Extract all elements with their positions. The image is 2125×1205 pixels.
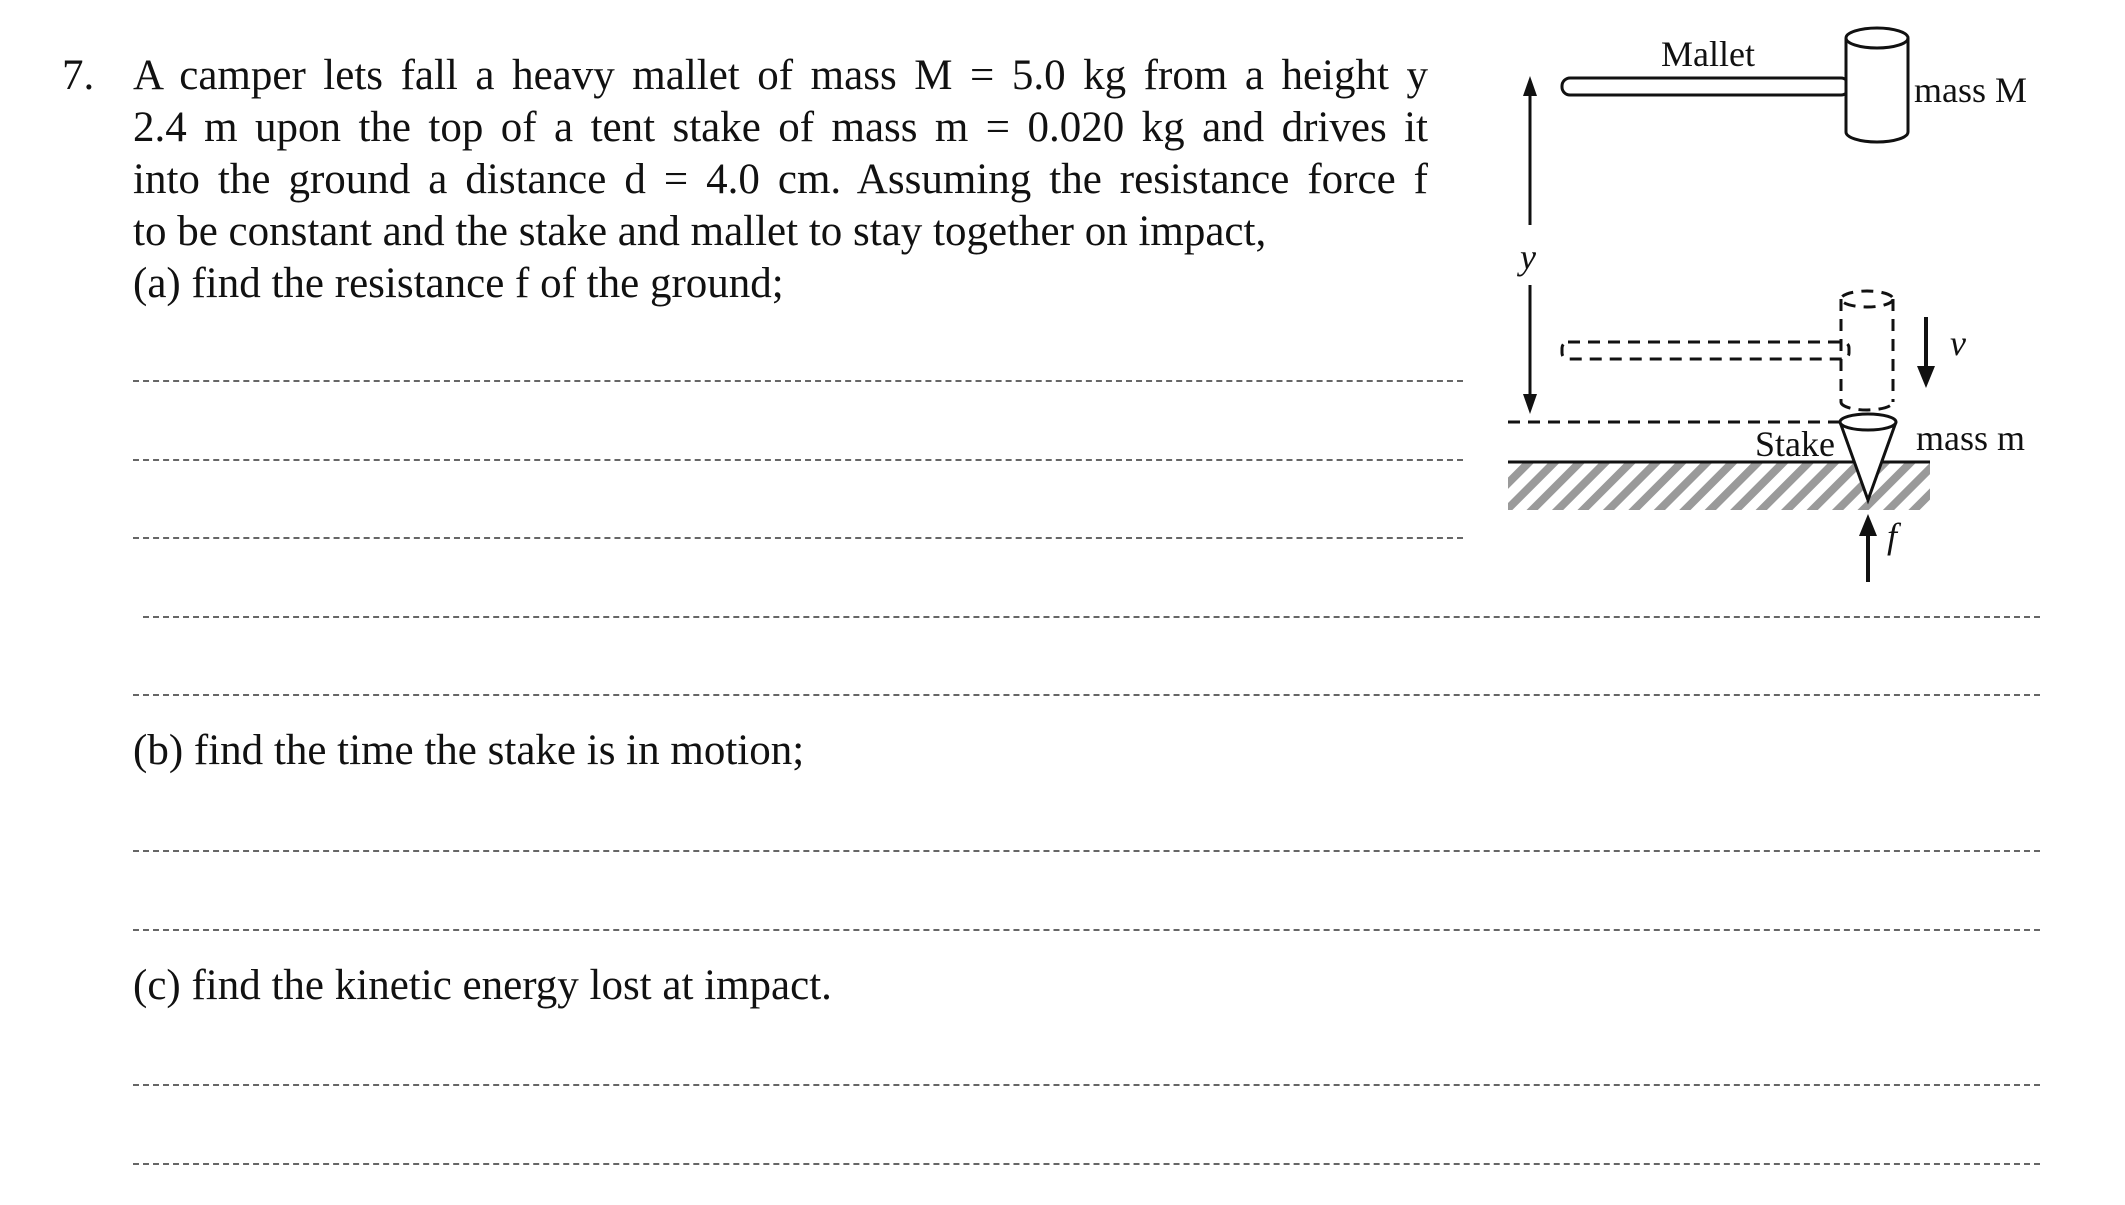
mallet-label: Mallet xyxy=(1661,34,1755,74)
part-c-prompt: (c) find the kinetic energy lost at impact. xyxy=(133,962,832,1009)
question-number: 7. xyxy=(62,52,95,99)
v-label: v xyxy=(1950,323,1966,363)
mallet-dashed xyxy=(1562,291,1893,410)
question-line-3: into the ground a distance d = 4.0 cm. Assuming the resistance force f xyxy=(133,156,1428,203)
mass-m-label: mass m xyxy=(1916,418,2026,458)
question-line-4: to be constant and the stake and mallet to stay together on impact, xyxy=(133,208,1267,255)
part-b-prompt: (b) find the time the stake is in motion; xyxy=(133,727,805,774)
velocity-arrow xyxy=(1917,317,1935,388)
f-label: f xyxy=(1887,516,1898,556)
mass-M-label: mass M xyxy=(1914,70,2028,110)
y-label: y xyxy=(1520,237,1536,277)
question-line-1: A camper lets fall a heavy mallet of mass M = 5.0 kg from a height y xyxy=(133,52,1428,99)
part-a-prompt: (a) find the resistance f of the ground; xyxy=(133,260,784,307)
question-line-2: 2.4 m upon the top of a tent stake of mass m = 0.020 kg and drives it xyxy=(133,104,1428,151)
resistance-force-arrow xyxy=(1859,514,1877,582)
stake-label: Stake xyxy=(1755,424,1835,464)
